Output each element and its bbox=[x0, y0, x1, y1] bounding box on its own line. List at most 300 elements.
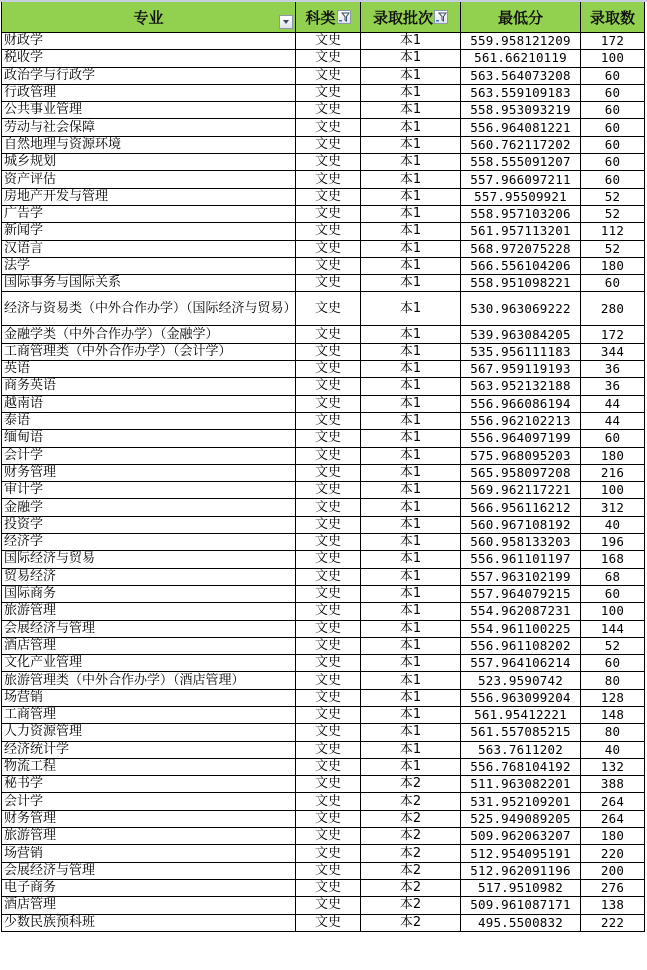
cell-min-score[interactable]: 558.951098221 bbox=[461, 275, 581, 292]
cell-major[interactable]: 酒店管理 bbox=[2, 897, 296, 914]
cell-batch[interactable]: 本1 bbox=[361, 102, 461, 119]
cell-category[interactable]: 文史 bbox=[296, 516, 361, 533]
cell-batch[interactable]: 本1 bbox=[361, 378, 461, 395]
cell-major[interactable]: 汉语言 bbox=[2, 240, 296, 257]
cell-major[interactable]: 缅甸语 bbox=[2, 430, 296, 447]
table-row bbox=[2, 482, 645, 499]
cell-batch[interactable]: 本1 bbox=[361, 119, 461, 136]
header-admitted-label: 录取数 bbox=[589, 8, 635, 27]
table-row bbox=[2, 724, 645, 741]
cell-category[interactable]: 文史 bbox=[296, 361, 361, 378]
cell-batch[interactable]: 本1 bbox=[361, 275, 461, 292]
cell-admitted[interactable]: 312 bbox=[581, 499, 645, 516]
cell-major[interactable]: 经济与资易类（中外合作办学）（国际经济与贸易） bbox=[2, 292, 296, 326]
cell-category[interactable]: 文史 bbox=[296, 67, 361, 84]
cell-major[interactable]: 国际经济与贸易 bbox=[2, 551, 296, 568]
cell-min-score[interactable]: 575.968095203 bbox=[461, 447, 581, 464]
cell-category[interactable]: 文史 bbox=[296, 585, 361, 602]
table-row bbox=[2, 499, 645, 516]
cell-major[interactable]: 政治学与行政学 bbox=[2, 67, 296, 84]
cell-admitted[interactable]: 132 bbox=[581, 758, 645, 775]
cell-admitted[interactable]: 216 bbox=[581, 464, 645, 481]
cell-major[interactable]: 物流工程 bbox=[2, 758, 296, 775]
cell-major[interactable]: 自然地理与资源环境 bbox=[2, 136, 296, 153]
cell-admitted[interactable]: 60 bbox=[581, 585, 645, 602]
cell-category[interactable]: 文史 bbox=[296, 655, 361, 672]
cell-major[interactable]: 会计学 bbox=[2, 447, 296, 464]
table-row bbox=[2, 585, 645, 602]
cell-major[interactable]: 经济统计学 bbox=[2, 741, 296, 758]
cell-category[interactable]: 文史 bbox=[296, 84, 361, 101]
cell-admitted[interactable]: 276 bbox=[581, 879, 645, 896]
cell-major[interactable]: 文化产业管理 bbox=[2, 655, 296, 672]
cell-admitted[interactable]: 344 bbox=[581, 343, 645, 360]
cell-major[interactable]: 会展经济与管理 bbox=[2, 620, 296, 637]
cell-min-score[interactable]: 556.961101197 bbox=[461, 551, 581, 568]
cell-admitted[interactable]: 52 bbox=[581, 637, 645, 654]
cell-admitted[interactable]: 180 bbox=[581, 257, 645, 274]
cell-major[interactable]: 投资学 bbox=[2, 516, 296, 533]
cell-category[interactable]: 文史 bbox=[296, 689, 361, 706]
cell-batch[interactable]: 本1 bbox=[361, 154, 461, 171]
cell-admitted[interactable]: 264 bbox=[581, 793, 645, 810]
table-row bbox=[2, 845, 645, 862]
cell-major[interactable]: 泰语 bbox=[2, 412, 296, 429]
table-row bbox=[2, 862, 645, 879]
table-row bbox=[2, 188, 645, 205]
cell-min-score[interactable]: 569.962117221 bbox=[461, 482, 581, 499]
cell-major[interactable]: 旅游管理 bbox=[2, 603, 296, 620]
cell-admitted[interactable]: 80 bbox=[581, 724, 645, 741]
cell-batch[interactable]: 本1 bbox=[361, 551, 461, 568]
table-row bbox=[2, 603, 645, 620]
cell-admitted[interactable]: 60 bbox=[581, 119, 645, 136]
cell-admitted[interactable]: 60 bbox=[581, 136, 645, 153]
cell-category[interactable]: 文史 bbox=[296, 240, 361, 257]
cell-batch[interactable]: 本1 bbox=[361, 706, 461, 723]
cell-major[interactable]: 工商管理类（中外合作办学）（会计学） bbox=[2, 343, 296, 360]
cell-min-score[interactable]: 525.949089205 bbox=[461, 810, 581, 827]
cell-admitted[interactable]: 80 bbox=[581, 672, 645, 689]
cell-category[interactable]: 文史 bbox=[296, 464, 361, 481]
cell-major[interactable]: 人力资源管理 bbox=[2, 724, 296, 741]
cell-batch[interactable]: 本1 bbox=[361, 257, 461, 274]
cell-admitted[interactable]: 200 bbox=[581, 862, 645, 879]
cell-admitted[interactable]: 60 bbox=[581, 84, 645, 101]
cell-admitted[interactable]: 60 bbox=[581, 67, 645, 84]
cell-admitted[interactable]: 128 bbox=[581, 689, 645, 706]
cell-admitted[interactable]: 138 bbox=[581, 897, 645, 914]
cell-batch[interactable]: 本1 bbox=[361, 171, 461, 188]
cell-min-score[interactable]: 511.963082201 bbox=[461, 776, 581, 793]
cell-batch[interactable]: 本1 bbox=[361, 655, 461, 672]
cell-min-score[interactable]: 557.95509921 bbox=[461, 188, 581, 205]
cell-major[interactable]: 商务英语 bbox=[2, 378, 296, 395]
cell-admitted[interactable]: 280 bbox=[581, 292, 645, 326]
cell-batch[interactable]: 本1 bbox=[361, 568, 461, 585]
cell-min-score[interactable]: 509.961087171 bbox=[461, 897, 581, 914]
cell-min-score[interactable]: 531.952109201 bbox=[461, 793, 581, 810]
cell-admitted[interactable]: 68 bbox=[581, 568, 645, 585]
table-row bbox=[2, 240, 645, 257]
cell-category[interactable]: 文史 bbox=[296, 499, 361, 516]
cell-category[interactable]: 文史 bbox=[296, 672, 361, 689]
cell-major[interactable]: 财务管理 bbox=[2, 464, 296, 481]
cell-admitted[interactable]: 52 bbox=[581, 240, 645, 257]
cell-category[interactable]: 文史 bbox=[296, 136, 361, 153]
cell-admitted[interactable]: 40 bbox=[581, 741, 645, 758]
cell-category[interactable]: 文史 bbox=[296, 568, 361, 585]
major-filter-dropdown[interactable] bbox=[279, 15, 293, 29]
cell-min-score[interactable]: 558.555091207 bbox=[461, 154, 581, 171]
cell-admitted[interactable]: 172 bbox=[581, 33, 645, 50]
cell-min-score[interactable]: 566.956116212 bbox=[461, 499, 581, 516]
cell-major[interactable]: 新闻学 bbox=[2, 223, 296, 240]
cell-category[interactable]: 文史 bbox=[296, 897, 361, 914]
cell-admitted[interactable]: 36 bbox=[581, 378, 645, 395]
cell-category[interactable]: 文史 bbox=[296, 395, 361, 412]
cell-category[interactable]: 文史 bbox=[296, 154, 361, 171]
cell-major[interactable]: 少数民族预科班 bbox=[2, 914, 296, 931]
cell-category[interactable]: 文史 bbox=[296, 879, 361, 896]
cell-batch[interactable]: 本1 bbox=[361, 741, 461, 758]
header-min-score-label: 最低分 bbox=[497, 8, 543, 27]
cell-admitted[interactable]: 112 bbox=[581, 223, 645, 240]
admission-table bbox=[1, 0, 645, 932]
cell-category[interactable]: 文史 bbox=[296, 724, 361, 741]
cell-batch[interactable]: 本2 bbox=[361, 862, 461, 879]
cell-batch[interactable]: 本1 bbox=[361, 50, 461, 67]
cell-category[interactable]: 文史 bbox=[296, 534, 361, 551]
cell-batch[interactable]: 本2 bbox=[361, 793, 461, 810]
header-category bbox=[296, 1, 361, 33]
cell-batch[interactable]: 本1 bbox=[361, 464, 461, 481]
cell-min-score[interactable]: 561.557085215 bbox=[461, 724, 581, 741]
cell-min-score[interactable]: 512.954095191 bbox=[461, 845, 581, 862]
cell-major[interactable]: 越南语 bbox=[2, 395, 296, 412]
cell-major[interactable]: 城乡规划 bbox=[2, 154, 296, 171]
cell-category[interactable]: 文史 bbox=[296, 706, 361, 723]
cell-batch[interactable]: 本2 bbox=[361, 810, 461, 827]
cell-admitted[interactable]: 264 bbox=[581, 810, 645, 827]
cell-min-score[interactable]: 556.966086194 bbox=[461, 395, 581, 412]
cell-admitted[interactable]: 52 bbox=[581, 205, 645, 222]
table-row bbox=[2, 223, 645, 240]
cell-batch[interactable]: 本2 bbox=[361, 879, 461, 896]
cell-category[interactable]: 文史 bbox=[296, 620, 361, 637]
category-filter-button[interactable] bbox=[337, 10, 351, 24]
cell-admitted[interactable]: 100 bbox=[581, 482, 645, 499]
cell-min-score[interactable]: 560.958133203 bbox=[461, 534, 581, 551]
cell-min-score[interactable]: 556.964097199 bbox=[461, 430, 581, 447]
table-row bbox=[2, 67, 645, 84]
cell-category[interactable]: 文史 bbox=[296, 447, 361, 464]
table-row bbox=[2, 776, 645, 793]
cell-batch[interactable]: 本1 bbox=[361, 136, 461, 153]
cell-batch[interactable]: 本1 bbox=[361, 672, 461, 689]
cell-min-score[interactable]: 557.964079215 bbox=[461, 585, 581, 602]
cell-major[interactable]: 场营销 bbox=[2, 689, 296, 706]
cell-min-score[interactable]: 557.964106214 bbox=[461, 655, 581, 672]
header-admitted bbox=[581, 1, 645, 33]
cell-min-score[interactable]: 557.963102199 bbox=[461, 568, 581, 585]
cell-min-score[interactable]: 563.564073208 bbox=[461, 67, 581, 84]
table-row bbox=[2, 914, 645, 931]
cell-min-score[interactable]: 554.961100225 bbox=[461, 620, 581, 637]
cell-category[interactable]: 文史 bbox=[296, 326, 361, 343]
cell-category[interactable]: 文史 bbox=[296, 603, 361, 620]
table-row bbox=[2, 50, 645, 67]
cell-batch[interactable]: 本1 bbox=[361, 585, 461, 602]
batch-filter-button[interactable] bbox=[434, 10, 448, 24]
cell-batch[interactable]: 本1 bbox=[361, 637, 461, 654]
cell-batch[interactable]: 本1 bbox=[361, 84, 461, 101]
cell-min-score[interactable]: 509.962063207 bbox=[461, 828, 581, 845]
cell-min-score[interactable]: 560.967108192 bbox=[461, 516, 581, 533]
table-row bbox=[2, 879, 645, 896]
cell-min-score[interactable]: 554.962087231 bbox=[461, 603, 581, 620]
cell-min-score[interactable]: 557.966097211 bbox=[461, 171, 581, 188]
table-row bbox=[2, 568, 645, 585]
cell-major[interactable]: 英语 bbox=[2, 361, 296, 378]
cell-category[interactable]: 文史 bbox=[296, 637, 361, 654]
header-major-label: 专业 bbox=[133, 8, 164, 27]
cell-min-score[interactable]: 563.559109183 bbox=[461, 84, 581, 101]
cell-batch[interactable]: 本1 bbox=[361, 482, 461, 499]
table-row bbox=[2, 672, 645, 689]
cell-min-score[interactable]: 556.963099204 bbox=[461, 689, 581, 706]
cell-admitted[interactable]: 180 bbox=[581, 447, 645, 464]
cell-batch[interactable]: 本2 bbox=[361, 828, 461, 845]
cell-min-score[interactable]: 535.956111183 bbox=[461, 343, 581, 360]
cell-batch[interactable]: 本2 bbox=[361, 897, 461, 914]
table-row bbox=[2, 275, 645, 292]
table-row bbox=[2, 828, 645, 845]
cell-major[interactable]: 财务管理 bbox=[2, 810, 296, 827]
cell-batch[interactable]: 本1 bbox=[361, 447, 461, 464]
cell-batch[interactable]: 本1 bbox=[361, 33, 461, 50]
cell-min-score[interactable]: 517.9510982 bbox=[461, 879, 581, 896]
cell-batch[interactable]: 本1 bbox=[361, 326, 461, 343]
table-row bbox=[2, 810, 645, 827]
cell-category[interactable]: 文史 bbox=[296, 741, 361, 758]
cell-min-score[interactable]: 568.972075228 bbox=[461, 240, 581, 257]
cell-min-score[interactable]: 495.5500832 bbox=[461, 914, 581, 931]
cell-min-score[interactable]: 558.953093219 bbox=[461, 102, 581, 119]
cell-batch[interactable]: 本1 bbox=[361, 724, 461, 741]
cell-category[interactable]: 文史 bbox=[296, 119, 361, 136]
cell-major[interactable]: 财政学 bbox=[2, 33, 296, 50]
cell-min-score[interactable]: 556.768104192 bbox=[461, 758, 581, 775]
cell-category[interactable]: 文史 bbox=[296, 914, 361, 931]
cell-admitted[interactable]: 60 bbox=[581, 275, 645, 292]
table-body bbox=[2, 33, 645, 932]
table-row bbox=[2, 741, 645, 758]
cell-min-score[interactable]: 563.952132188 bbox=[461, 378, 581, 395]
cell-major[interactable]: 会展经济与管理 bbox=[2, 862, 296, 879]
cell-major[interactable]: 旅游管理 bbox=[2, 828, 296, 845]
cell-batch[interactable]: 本1 bbox=[361, 223, 461, 240]
cell-category[interactable]: 文史 bbox=[296, 828, 361, 845]
chevron-down-icon bbox=[282, 19, 290, 25]
cell-batch[interactable]: 本1 bbox=[361, 67, 461, 84]
cell-category[interactable]: 文史 bbox=[296, 758, 361, 775]
cell-batch[interactable]: 本1 bbox=[361, 240, 461, 257]
cell-category[interactable]: 文史 bbox=[296, 430, 361, 447]
cell-admitted[interactable]: 148 bbox=[581, 706, 645, 723]
cell-min-score[interactable]: 530.963069222 bbox=[461, 292, 581, 326]
cell-major[interactable]: 广告学 bbox=[2, 205, 296, 222]
cell-category[interactable]: 文史 bbox=[296, 482, 361, 499]
table-row bbox=[2, 706, 645, 723]
cell-category[interactable]: 文史 bbox=[296, 862, 361, 879]
cell-major[interactable]: 房地产开发与管理 bbox=[2, 188, 296, 205]
cell-admitted[interactable]: 222 bbox=[581, 914, 645, 931]
cell-category[interactable]: 文史 bbox=[296, 551, 361, 568]
cell-batch[interactable]: 本2 bbox=[361, 776, 461, 793]
cell-admitted[interactable]: 388 bbox=[581, 776, 645, 793]
table-row bbox=[2, 171, 645, 188]
cell-major[interactable]: 公共事业管理 bbox=[2, 102, 296, 119]
cell-category[interactable]: 文史 bbox=[296, 378, 361, 395]
cell-admitted[interactable]: 60 bbox=[581, 102, 645, 119]
cell-major[interactable]: 电子商务 bbox=[2, 879, 296, 896]
cell-batch[interactable]: 本1 bbox=[361, 534, 461, 551]
table-row bbox=[2, 205, 645, 222]
cell-category[interactable]: 文史 bbox=[296, 188, 361, 205]
cell-min-score[interactable]: 556.964081221 bbox=[461, 119, 581, 136]
cell-batch[interactable]: 本1 bbox=[361, 499, 461, 516]
filter-funnel-icon bbox=[435, 11, 447, 23]
cell-major[interactable]: 贸易经济 bbox=[2, 568, 296, 585]
table-row bbox=[2, 378, 645, 395]
cell-batch[interactable]: 本1 bbox=[361, 516, 461, 533]
cell-min-score[interactable]: 565.958097208 bbox=[461, 464, 581, 481]
cell-category[interactable]: 文史 bbox=[296, 205, 361, 222]
cell-major[interactable]: 金融学 bbox=[2, 499, 296, 516]
cell-admitted[interactable]: 60 bbox=[581, 430, 645, 447]
cell-min-score[interactable]: 539.963084205 bbox=[461, 326, 581, 343]
cell-batch[interactable]: 本1 bbox=[361, 430, 461, 447]
cell-batch[interactable]: 本1 bbox=[361, 689, 461, 706]
cell-admitted[interactable]: 144 bbox=[581, 620, 645, 637]
cell-admitted[interactable]: 36 bbox=[581, 361, 645, 378]
cell-batch[interactable]: 本1 bbox=[361, 343, 461, 360]
cell-batch[interactable]: 本1 bbox=[361, 412, 461, 429]
cell-category[interactable]: 文史 bbox=[296, 845, 361, 862]
cell-category[interactable]: 文史 bbox=[296, 33, 361, 50]
cell-min-score[interactable]: 561.957113201 bbox=[461, 223, 581, 240]
cell-batch[interactable]: 本1 bbox=[361, 758, 461, 775]
cell-major[interactable]: 法学 bbox=[2, 257, 296, 274]
table-row bbox=[2, 620, 645, 637]
cell-min-score[interactable]: 523.9590742 bbox=[461, 672, 581, 689]
cell-admitted[interactable]: 60 bbox=[581, 154, 645, 171]
cell-category[interactable]: 文史 bbox=[296, 412, 361, 429]
cell-min-score[interactable]: 560.762117202 bbox=[461, 136, 581, 153]
cell-major[interactable]: 税收学 bbox=[2, 50, 296, 67]
cell-major[interactable]: 资产评估 bbox=[2, 171, 296, 188]
cell-major[interactable]: 金融学类（中外合作办学）（金融学） bbox=[2, 326, 296, 343]
cell-category[interactable]: 文史 bbox=[296, 292, 361, 326]
table-row bbox=[2, 84, 645, 101]
cell-category[interactable]: 文史 bbox=[296, 275, 361, 292]
cell-category[interactable]: 文史 bbox=[296, 343, 361, 360]
cell-major[interactable]: 会计学 bbox=[2, 793, 296, 810]
cell-batch[interactable]: 本1 bbox=[361, 620, 461, 637]
cell-admitted[interactable]: 168 bbox=[581, 551, 645, 568]
cell-admitted[interactable]: 100 bbox=[581, 50, 645, 67]
cell-batch[interactable]: 本2 bbox=[361, 845, 461, 862]
cell-batch[interactable]: 本1 bbox=[361, 395, 461, 412]
table-row bbox=[2, 102, 645, 119]
cell-category[interactable]: 文史 bbox=[296, 223, 361, 240]
cell-admitted[interactable]: 220 bbox=[581, 845, 645, 862]
cell-admitted[interactable]: 180 bbox=[581, 828, 645, 845]
header-min-score bbox=[461, 1, 581, 33]
cell-major[interactable]: 场营销 bbox=[2, 845, 296, 862]
cell-category[interactable]: 文史 bbox=[296, 257, 361, 274]
cell-min-score[interactable]: 559.958121209 bbox=[461, 33, 581, 50]
cell-batch[interactable]: 本1 bbox=[361, 292, 461, 326]
cell-major[interactable]: 国际商务 bbox=[2, 585, 296, 602]
table-row bbox=[2, 464, 645, 481]
cell-batch[interactable]: 本2 bbox=[361, 914, 461, 931]
cell-major[interactable]: 酒店管理 bbox=[2, 637, 296, 654]
cell-batch[interactable]: 本1 bbox=[361, 361, 461, 378]
cell-category[interactable]: 文史 bbox=[296, 50, 361, 67]
cell-category[interactable]: 文史 bbox=[296, 793, 361, 810]
cell-admitted[interactable]: 100 bbox=[581, 603, 645, 620]
cell-major[interactable]: 劳动与社会保障 bbox=[2, 119, 296, 136]
cell-admitted[interactable]: 172 bbox=[581, 326, 645, 343]
cell-category[interactable]: 文史 bbox=[296, 810, 361, 827]
table-row bbox=[2, 793, 645, 810]
cell-major[interactable]: 工商管理 bbox=[2, 706, 296, 723]
cell-batch[interactable]: 本1 bbox=[361, 188, 461, 205]
cell-major[interactable]: 国际事务与国际关系 bbox=[2, 275, 296, 292]
cell-admitted[interactable]: 60 bbox=[581, 655, 645, 672]
cell-category[interactable]: 文史 bbox=[296, 776, 361, 793]
cell-admitted[interactable]: 44 bbox=[581, 412, 645, 429]
cell-min-score[interactable]: 512.962091196 bbox=[461, 862, 581, 879]
cell-batch[interactable]: 本1 bbox=[361, 603, 461, 620]
cell-min-score[interactable]: 563.7611202 bbox=[461, 741, 581, 758]
cell-min-score[interactable]: 561.95412221 bbox=[461, 706, 581, 723]
cell-category[interactable]: 文史 bbox=[296, 171, 361, 188]
cell-major[interactable]: 秘书学 bbox=[2, 776, 296, 793]
cell-admitted[interactable]: 52 bbox=[581, 188, 645, 205]
cell-category[interactable]: 文史 bbox=[296, 102, 361, 119]
cell-major[interactable]: 经济学 bbox=[2, 534, 296, 551]
cell-admitted[interactable]: 60 bbox=[581, 171, 645, 188]
cell-admitted[interactable]: 44 bbox=[581, 395, 645, 412]
cell-min-score[interactable]: 561.66210119 bbox=[461, 50, 581, 67]
cell-admitted[interactable]: 196 bbox=[581, 534, 645, 551]
cell-min-score[interactable]: 566.556104206 bbox=[461, 257, 581, 274]
cell-admitted[interactable]: 40 bbox=[581, 516, 645, 533]
cell-major[interactable]: 审计学 bbox=[2, 482, 296, 499]
cell-min-score[interactable]: 556.962102213 bbox=[461, 412, 581, 429]
cell-major[interactable]: 行政管理 bbox=[2, 84, 296, 101]
cell-major[interactable]: 旅游管理类（中外合作办学）（酒店管理） bbox=[2, 672, 296, 689]
table-row bbox=[2, 430, 645, 447]
cell-batch[interactable]: 本1 bbox=[361, 205, 461, 222]
cell-min-score[interactable]: 567.959119193 bbox=[461, 361, 581, 378]
cell-min-score[interactable]: 558.957103206 bbox=[461, 205, 581, 222]
table-row bbox=[2, 655, 645, 672]
cell-min-score[interactable]: 556.961108202 bbox=[461, 637, 581, 654]
